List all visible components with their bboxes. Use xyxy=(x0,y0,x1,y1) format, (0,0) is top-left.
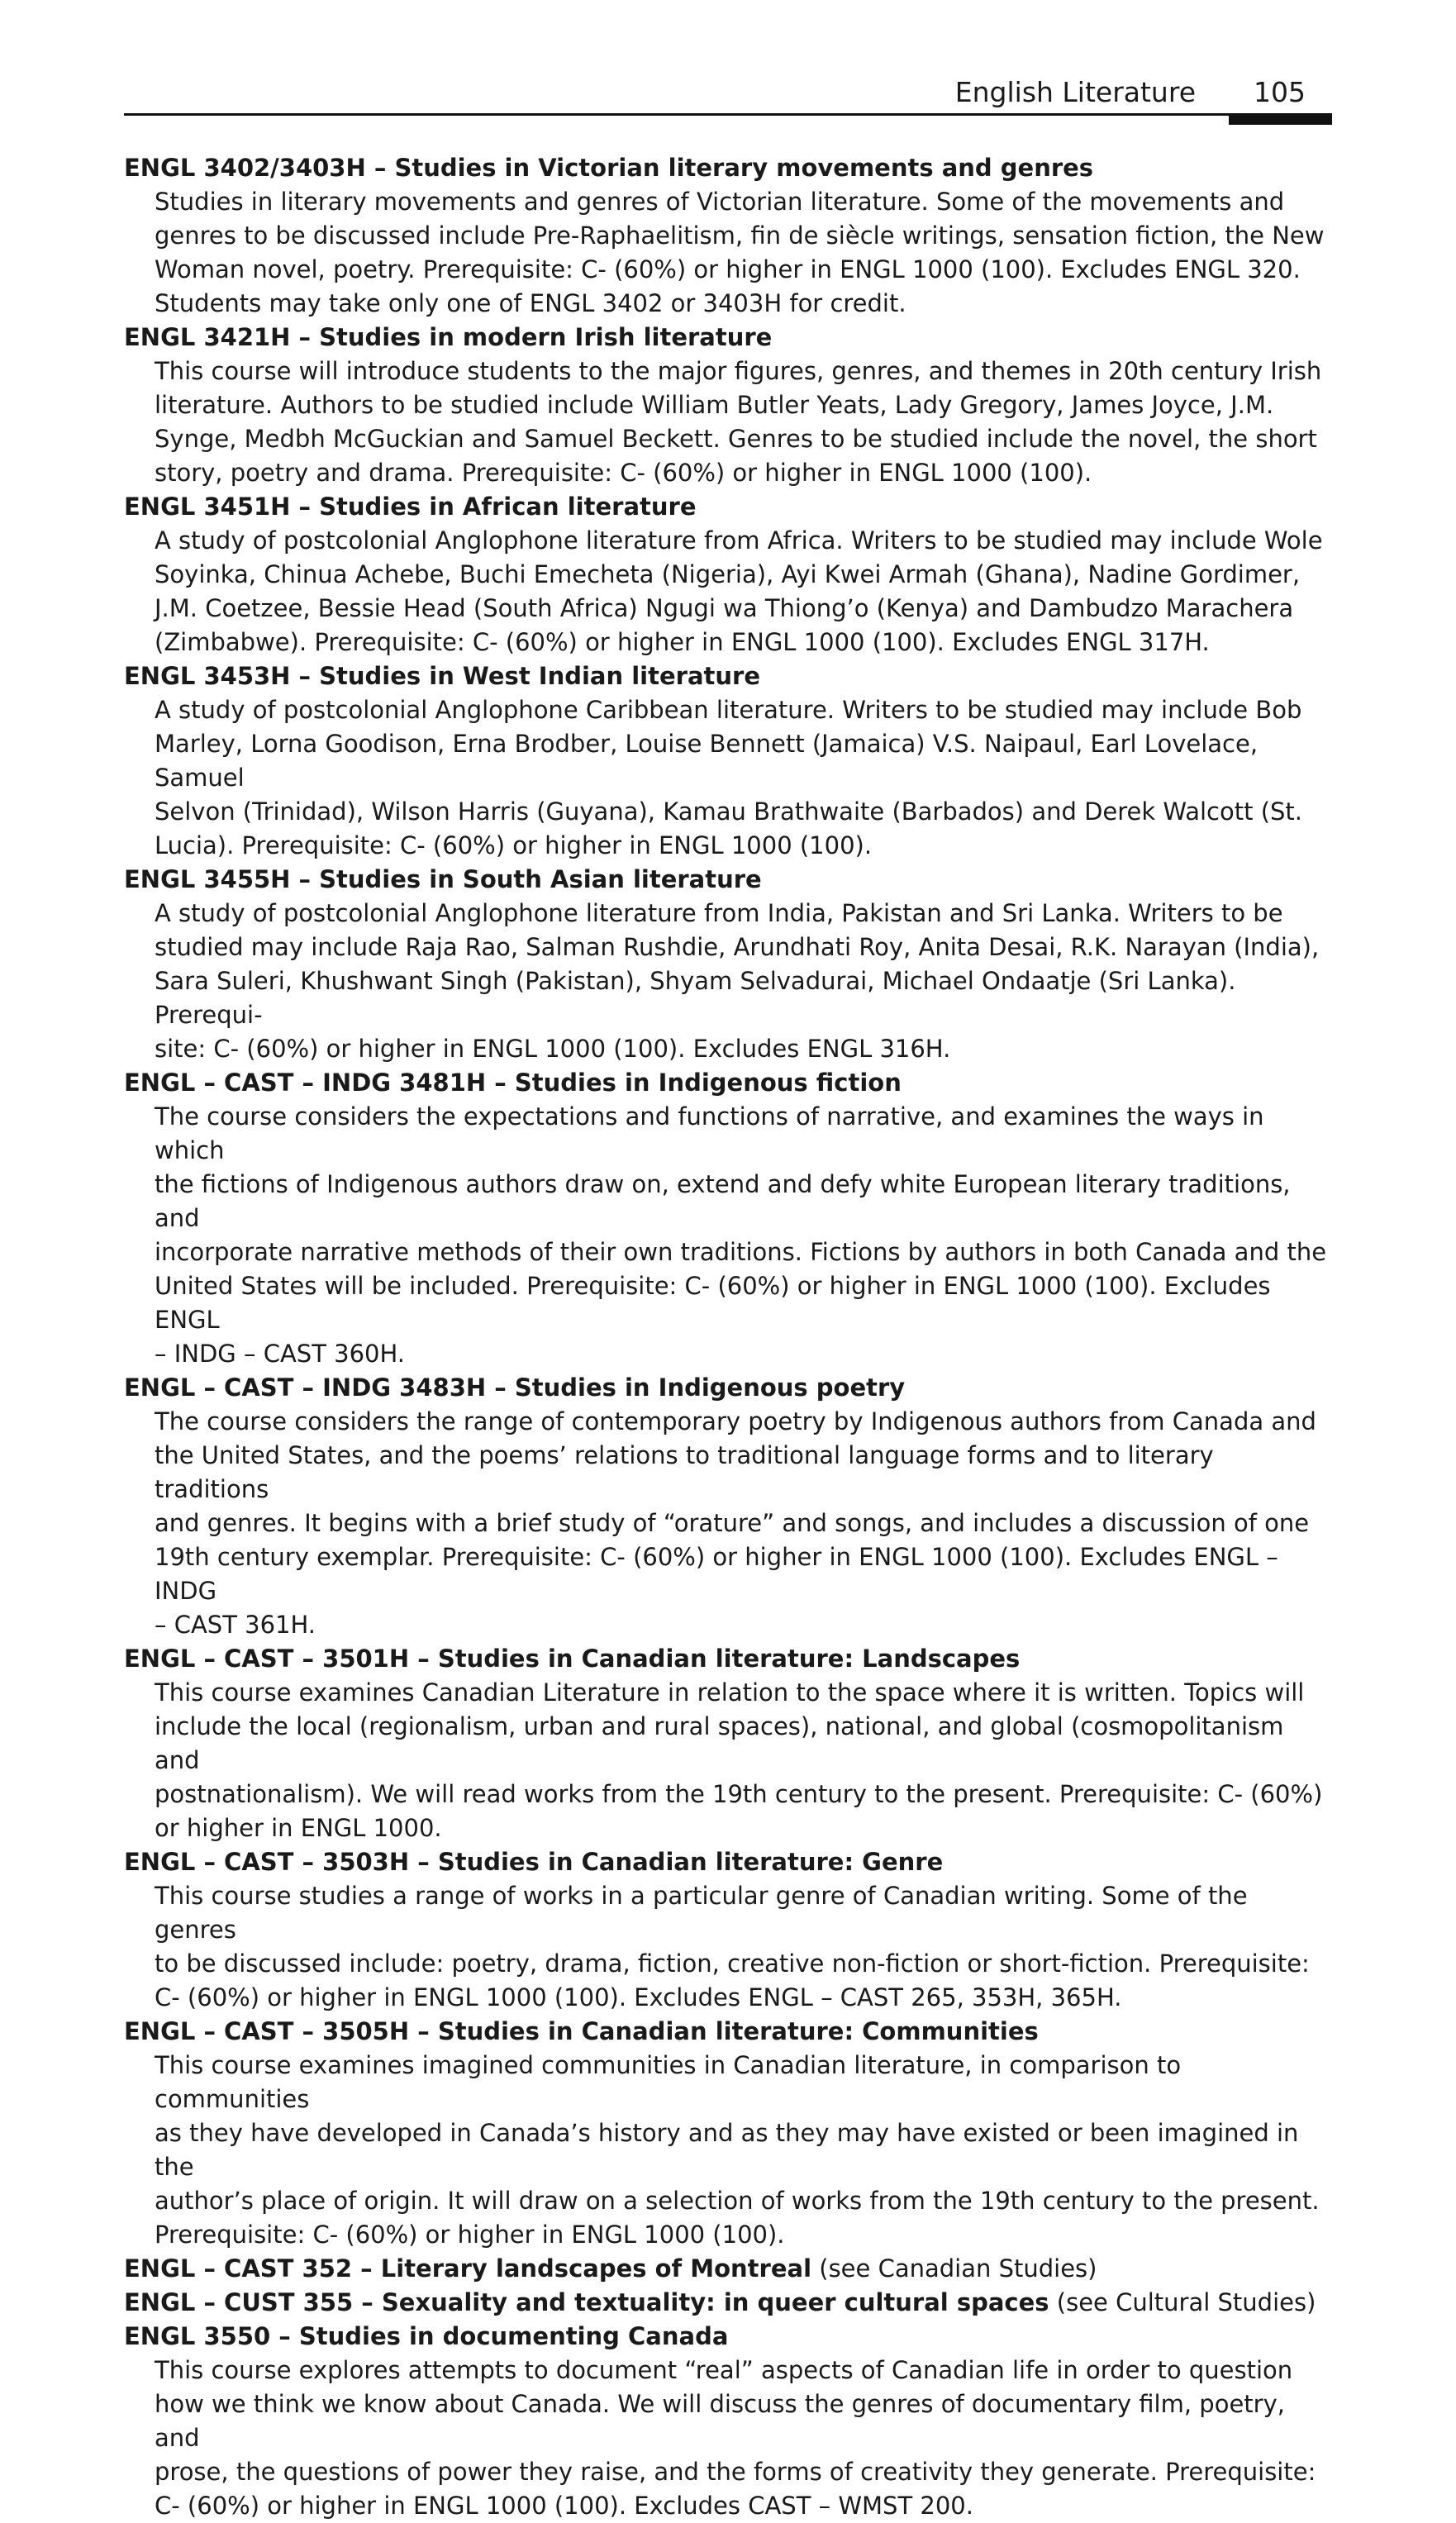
course-entry xyxy=(124,2015,1335,2252)
course-entry xyxy=(124,2286,1335,2320)
course-title: ENGL – CAST 352 – Literary landscapes of Montreal (see Canadian Studies) xyxy=(124,2254,1097,2283)
course-entry xyxy=(124,1371,1335,1642)
course-entry xyxy=(124,2252,1335,2286)
course-entry xyxy=(124,863,1335,1066)
course-description: The course considers the expectations and functions of narrative, and examines the ways in which the fictions of Indigenous authors draw on, extend and defy white European literary traditions, and incorporate narrative methods of their own traditions. Fictions by authors in both Canada and the United States will be included. Prerequisite: C- (60%) or higher in ENGL 1000 (100). Excludes ENGL – INDG – CAST 360H. xyxy=(155,1102,1327,1368)
course-entry xyxy=(124,1642,1335,1845)
course-title: ENGL – CAST – 3505H – Studies in Canadian literature: Communities xyxy=(124,2017,1039,2045)
course-description: A study of postcolonial Anglophone Caribbean literature. Writers to be studied may include Bob Marley, Lorna Goodison, Erna Brodber, Louise Bennett (Jamaica) V.S. Naipaul, Earl Lovelace, Samuel Selvon (Trinidad), Wilson Harris (Guyana), Kamau Brathwaite (Barbados) and Derek Walcott (St. Lucia). Prerequisite: C- (60%) or higher in ENGL 1000 (100). xyxy=(155,696,1303,859)
course-description: This course studies a range of works in a particular genre of Canadian writing. Some of the genres to be discussed include: poetry, drama, fiction, creative non-fiction or short-fiction. Prerequisite: C- (60%) or higher in ENGL 1000 (100). Excludes ENGL – CAST 265, 353H, 365H. xyxy=(155,1882,1310,2011)
page-number: 105 xyxy=(1254,76,1306,108)
course-description: Studies in literary movements and genres of Victorian literature. Some of the movements and genres to be discussed include Pre-Raphaelitism, fin de siècle writings, sensation fiction, the New Woman novel, poetry. Prerequisite: C- (60%) or higher in ENGL 1000 (100). Excludes ENGL 320. Students may take only one of ENGL 3402 or 3403H for credit. xyxy=(155,188,1325,317)
header-block xyxy=(1229,113,1332,125)
course-title: ENGL 3550 – Studies in documenting Canada xyxy=(124,2322,729,2350)
course-description: The course considers the range of contemporary poetry by Indigenous authors from Canada and the United States, and the poems’ relations to traditional language forms and to literary traditions and genres. It begins with a brief study of “orature” and songs, and includes a discussion of one 19th century exemplar. Prerequisite: C- (60%) or higher in ENGL 1000 (100). Excludes ENGL – INDG – CAST 361H. xyxy=(155,1407,1316,1639)
course-title: ENGL 3451H – Studies in African literature xyxy=(124,493,697,521)
course-entry xyxy=(124,659,1335,863)
course-title: ENGL 3455H – Studies in South Asian literature xyxy=(124,865,762,893)
course-title: ENGL – CUST 355 – Sexuality and textuality: in queer cultural spaces (see Cultural Studies) xyxy=(124,2288,1316,2316)
course-title: ENGL – CAST – INDG 3481H – Studies in Indigenous fiction xyxy=(124,1069,902,1097)
course-title: ENGL 3402/3403H – Studies in Victorian literary movements and genres xyxy=(124,154,1094,182)
course-list xyxy=(124,151,1335,2523)
course-title: ENGL – CAST – INDG 3483H – Studies in Indigenous poetry xyxy=(124,1373,906,1402)
header-rule xyxy=(124,113,1229,116)
header-title: English Literature xyxy=(954,76,1196,108)
course-title: ENGL – CAST – 3501H – Studies in Canadian literature: Landscapes xyxy=(124,1645,1021,1673)
course-description: This course explores attempts to document “real” aspects of Canadian life in order to question how we think we know about Canada. We will discuss the genres of documentary film, poetry, and prose, the questions of power they raise, and the forms of creativity they generate. Prerequisite: C- (60%) or higher in ENGL 1000 (100). Excludes CAST – WMST 200. xyxy=(155,2356,1316,2520)
course-entry xyxy=(124,321,1335,490)
course-title: ENGL 3421H – Studies in modern Irish literature xyxy=(124,323,773,351)
course-description: A study of postcolonial Anglophone literature from Africa. Writers to be studied may include Wole Soyinka, Chinua Achebe, Buchi Emecheta (Nigeria), Ayi Kwei Armah (Ghana), Nadine Gordimer, J.M. Coetzee, Bessie Head (South Africa) Ngugi wa Thiong’o (Kenya) and Dambudzo Marachera (Zimbabwe). Prerequisite: C- (60%) or higher in ENGL 1000 (100). Excludes ENGL 317H. xyxy=(155,526,1323,656)
course-description: This course examines imagined communities in Canadian literature, in comparison to communities as they have developed in Canada’s history and as they may have existed or been imagined in the author’s place of origin. It will draw on a selection of works from the 19th century to the present. Prerequisite: C- (60%) or higher in ENGL 1000 (100). xyxy=(155,2051,1320,2249)
course-description: A study of postcolonial Anglophone literature from India, Pakistan and Sri Lanka. Writers to be studied may include Raja Rao, Salman Rushdie, Arundhati Roy, Anita Desai, R.K. Narayan (India), Sara Suleri, Khushwant Singh (Pakistan), Shyam Selvadurai, Michael Ondaatje (Sri Lanka). Prerequi- site: C- (60%) or higher in ENGL 1000 (100). Excludes ENGL 316H. xyxy=(155,899,1320,1063)
course-title: ENGL 3453H – Studies in West Indian literature xyxy=(124,662,760,690)
course-description: This course will introduce students to the major figures, genres, and themes in 20th century Irish literature. Authors to be studied include William Butler Yeats, Lady Gregory, James Joyce, J.M. Synge, Medbh McGuckian and Samuel Beckett. Genres to be studied include the novel, the short story, poetry and drama. Prerequisite: C- (60%) or higher in ENGL 1000 (100). xyxy=(155,357,1322,487)
course-entry xyxy=(124,2320,1335,2523)
course-entry xyxy=(124,151,1335,321)
course-entry xyxy=(124,1845,1335,2015)
course-title: ENGL – CAST – 3503H – Studies in Canadian literature: Genre xyxy=(124,1848,944,1876)
course-description: This course examines Canadian Literature in relation to the space where it is written. Topics will include the local (regionalism, urban and rural spaces), national, and global (cosmopolitanism and postnationalism). We will read works from the 19th century to the present. Prerequisite: C- (60%) or higher in ENGL 1000. xyxy=(155,1678,1323,1842)
course-entry xyxy=(124,490,1335,659)
course-entry xyxy=(124,1066,1335,1371)
